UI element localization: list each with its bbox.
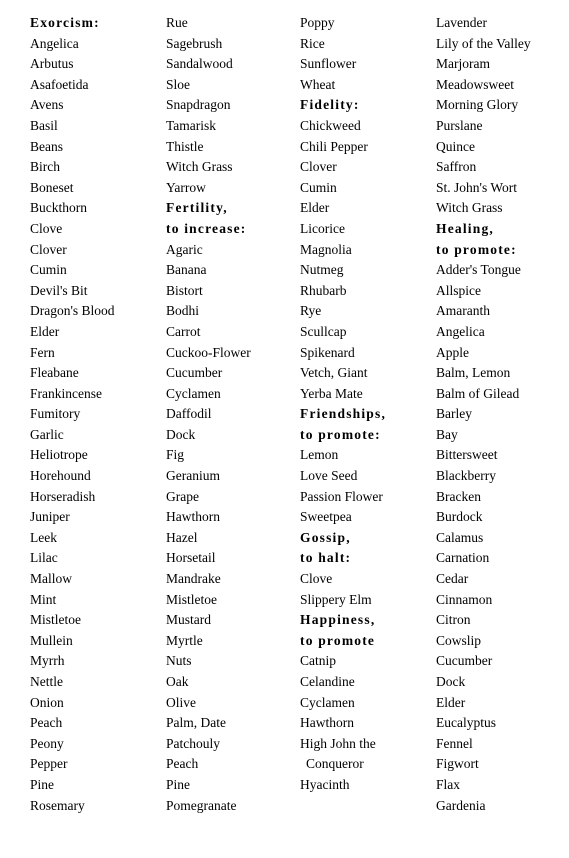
herb-item: Mistletoe bbox=[30, 612, 81, 628]
herb-item: Sunflower bbox=[300, 56, 357, 72]
herb-item: Sagebrush bbox=[166, 35, 223, 51]
herb-item: Mandrake bbox=[166, 571, 221, 587]
herb-item: Vetch, Giant bbox=[300, 365, 368, 381]
category-heading: to promote bbox=[300, 632, 376, 648]
herb-item: Rue bbox=[166, 15, 188, 30]
herb-item: Pine bbox=[30, 776, 55, 792]
herb-item: Nettle bbox=[30, 674, 63, 689]
herb-item: Thistle bbox=[166, 138, 204, 154]
herb-item: Lilac bbox=[30, 550, 58, 566]
herb-item: Clove bbox=[30, 220, 63, 236]
herb-item: Onion bbox=[30, 694, 64, 710]
herb-item: Dragon's Blood bbox=[30, 303, 115, 319]
herb-item: Quince bbox=[436, 138, 475, 154]
herb-item: Peach bbox=[30, 715, 63, 731]
herb-item: Fumitory bbox=[30, 406, 81, 422]
herb-item: Clover bbox=[30, 241, 67, 257]
herb-item: Angelica bbox=[436, 323, 485, 339]
herb-item: Lemon bbox=[300, 447, 339, 463]
herb-item: Cyclamen bbox=[300, 694, 355, 710]
herb-item: Fennel bbox=[436, 735, 473, 751]
herb-item: Blackberry bbox=[436, 468, 496, 484]
category-heading: Happiness, bbox=[300, 612, 376, 628]
herb-item: Calamus bbox=[436, 529, 484, 545]
herb-item: Chili Pepper bbox=[300, 138, 368, 154]
herb-item: Rye bbox=[300, 303, 322, 319]
category-heading: Fertility, bbox=[166, 200, 228, 216]
herb-item: Avens bbox=[30, 97, 64, 113]
herb-item: Nuts bbox=[166, 653, 192, 669]
category-heading: Gossip, bbox=[300, 529, 351, 545]
herb-item: Witch Grass bbox=[436, 200, 503, 216]
herb-item: Witch Grass bbox=[166, 159, 233, 175]
herb-item: Celandine bbox=[300, 674, 355, 689]
herb-item: Hyacinth bbox=[300, 776, 350, 792]
herb-item: Lavender bbox=[436, 15, 487, 30]
herb-item: Patchouly bbox=[166, 735, 220, 751]
herb-item: Olive bbox=[166, 694, 196, 710]
herb-item: Bay bbox=[436, 426, 458, 442]
herb-item: Wheat bbox=[300, 76, 336, 92]
herb-item: Amaranth bbox=[436, 303, 490, 319]
herb-item: Cumin bbox=[30, 262, 67, 278]
herb-item: Spikenard bbox=[300, 344, 355, 360]
herb-item: Heliotrope bbox=[30, 447, 88, 463]
herb-item: Arbutus bbox=[30, 56, 74, 72]
herb-item: Juniper bbox=[30, 509, 70, 525]
herb-item: Rice bbox=[300, 35, 325, 51]
herb-item: Elder bbox=[436, 694, 466, 710]
herb-item: Garlic bbox=[30, 426, 64, 442]
herb-item: Hawthorn bbox=[300, 715, 354, 731]
herb-item: Leek bbox=[30, 529, 57, 545]
herb-item: Cyclamen bbox=[166, 385, 221, 401]
herb-item: Cinnamon bbox=[436, 591, 493, 607]
herb-item: Conqueror bbox=[306, 756, 364, 772]
herb-item: Peach bbox=[166, 756, 199, 772]
herb-item: Magnolia bbox=[300, 241, 352, 257]
herb-item: Bistort bbox=[166, 282, 203, 298]
category-heading: Exorcism: bbox=[30, 15, 100, 30]
herb-item: Saffron bbox=[436, 159, 477, 175]
herb-item: Horseradish bbox=[30, 488, 96, 504]
herb-item: Apple bbox=[436, 344, 469, 360]
herb-item: Cowslip bbox=[436, 632, 482, 648]
herb-item: Boneset bbox=[30, 179, 74, 195]
herb-item: Sweetpea bbox=[300, 509, 352, 525]
herb-item: Carrot bbox=[166, 323, 201, 339]
herb-item: Hazel bbox=[166, 529, 198, 545]
herb-item: Snapdragon bbox=[166, 97, 231, 113]
herb-item: Beans bbox=[30, 138, 63, 154]
category-heading: Healing, bbox=[436, 220, 494, 236]
herb-item: Banana bbox=[166, 262, 207, 278]
herb-item: Mustard bbox=[166, 612, 211, 628]
herb-item: Bodhi bbox=[166, 303, 200, 319]
herb-item: Clover bbox=[300, 159, 337, 175]
herb-item: Rosemary bbox=[30, 797, 85, 813]
column-3 bbox=[300, 13, 386, 796]
herb-item: Chickweed bbox=[300, 117, 361, 133]
herb-item: Tamarisk bbox=[166, 117, 217, 133]
herb-item: Pepper bbox=[30, 756, 68, 772]
herb-item: Frankincense bbox=[30, 385, 102, 401]
herb-item: Poppy bbox=[300, 15, 335, 30]
herb-item: Fern bbox=[30, 344, 55, 360]
category-heading: Fidelity: bbox=[300, 97, 360, 113]
herb-item: Pomegranate bbox=[166, 797, 237, 813]
herb-item: Peony bbox=[30, 735, 64, 751]
herb-item: Agaric bbox=[166, 241, 203, 257]
column-4 bbox=[436, 13, 531, 816]
category-heading: to promote: bbox=[436, 241, 517, 257]
herb-item: Eucalyptus bbox=[436, 715, 496, 731]
herb-item: Citron bbox=[436, 612, 471, 628]
herb-item: Purslane bbox=[436, 117, 483, 133]
herb-item: Elder bbox=[30, 323, 60, 339]
herb-item: Meadowsweet bbox=[436, 76, 514, 92]
herb-item: Cucumber bbox=[436, 653, 493, 669]
herb-item: Horsetail bbox=[166, 550, 216, 566]
herb-item: Flax bbox=[436, 776, 461, 792]
herb-item: Angelica bbox=[30, 35, 79, 51]
herb-item: Adder's Tongue bbox=[436, 262, 521, 278]
herb-item: Sloe bbox=[166, 76, 191, 92]
herb-item: Geranium bbox=[166, 468, 220, 484]
herb-item: Catnip bbox=[300, 653, 336, 669]
herb-item: Rhubarb bbox=[300, 282, 347, 298]
category-heading: to increase: bbox=[166, 220, 247, 236]
herb-item: Gardenia bbox=[436, 797, 486, 813]
herb-item: Sandalwood bbox=[166, 56, 233, 72]
herb-item: Grape bbox=[166, 488, 199, 504]
herb-item: Dock bbox=[436, 674, 466, 689]
herb-item: Carnation bbox=[436, 550, 490, 566]
herb-item: Myrrh bbox=[30, 653, 65, 669]
herb-item: Mint bbox=[30, 591, 57, 607]
herb-item: Burdock bbox=[436, 509, 483, 525]
category-heading: to halt: bbox=[300, 550, 352, 566]
herb-item: Morning Glory bbox=[436, 97, 519, 113]
category-heading: Friendships, bbox=[300, 406, 387, 422]
herb-item: Balm of Gilead bbox=[436, 385, 520, 401]
herb-item: Buckthorn bbox=[30, 200, 87, 216]
herb-item: Cedar bbox=[436, 571, 469, 587]
herb-item: Dock bbox=[166, 426, 196, 442]
herb-item: Daffodil bbox=[166, 406, 212, 422]
herb-item: Clove bbox=[300, 571, 333, 587]
herb-item: Bracken bbox=[436, 488, 481, 504]
herb-item: Passion Flower bbox=[300, 488, 383, 504]
herb-item: Fleabane bbox=[30, 365, 79, 381]
herb-item: Allspice bbox=[436, 282, 481, 298]
herb-item: Marjoram bbox=[436, 56, 490, 72]
column-1 bbox=[30, 13, 115, 816]
herb-item: Basil bbox=[30, 117, 58, 133]
herb-item: Hawthorn bbox=[166, 509, 220, 525]
herb-item: Cucumber bbox=[166, 365, 223, 381]
herb-item: Mallow bbox=[30, 571, 72, 587]
herb-item: Horehound bbox=[30, 468, 91, 484]
herb-item: Birch bbox=[30, 159, 60, 175]
herb-item: Nutmeg bbox=[300, 262, 344, 278]
herb-item: Palm, Date bbox=[166, 715, 226, 731]
herb-item: High John the bbox=[300, 735, 376, 751]
herb-item: Oak bbox=[166, 674, 189, 689]
herb-item: Scullcap bbox=[300, 323, 347, 339]
herb-item: Figwort bbox=[436, 756, 479, 772]
herb-item: Love Seed bbox=[300, 468, 358, 484]
herb-item: Lily of the Valley bbox=[436, 35, 531, 51]
herb-item: Barley bbox=[436, 406, 472, 422]
herb-item: Elder bbox=[300, 200, 330, 216]
herb-item: Yarrow bbox=[166, 179, 206, 195]
herb-item: Yerba Mate bbox=[300, 385, 363, 401]
herb-item: Devil's Bit bbox=[30, 282, 88, 298]
herb-item: Licorice bbox=[300, 220, 345, 236]
herb-item: St. John's Wort bbox=[436, 179, 517, 195]
herb-item: Fig bbox=[166, 447, 185, 463]
herb-item: Cuckoo-Flower bbox=[166, 344, 251, 360]
herb-item: Mistletoe bbox=[166, 591, 217, 607]
herb-item: Balm, Lemon bbox=[436, 365, 511, 381]
category-heading: to promote: bbox=[300, 426, 381, 442]
herb-item: Slippery Elm bbox=[300, 591, 372, 607]
herb-item: Asafoetida bbox=[30, 76, 89, 92]
herb-item: Mullein bbox=[30, 632, 73, 648]
herb-item: Bittersweet bbox=[436, 447, 498, 463]
herb-item: Cumin bbox=[300, 179, 337, 195]
herb-item: Pine bbox=[166, 776, 191, 792]
column-2 bbox=[166, 13, 251, 816]
herb-item: Myrtle bbox=[166, 632, 203, 648]
